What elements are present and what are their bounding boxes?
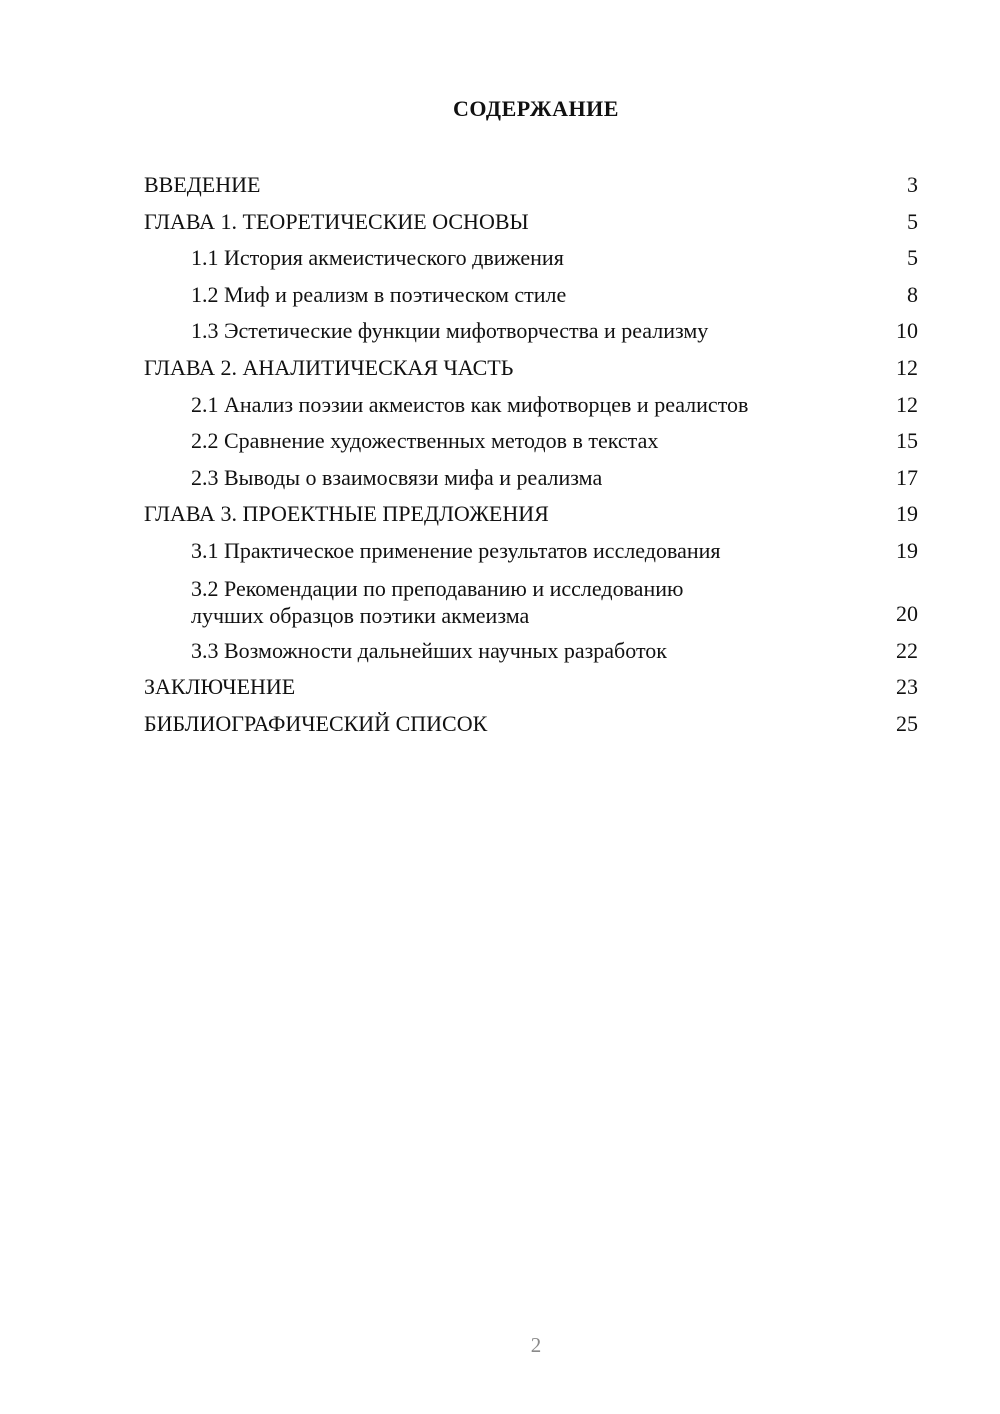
toc-entry-page: 12 (896, 391, 918, 417)
toc-entry-page: 22 (896, 637, 918, 663)
toc-entry-label: ВВЕДЕНИЕ (144, 172, 261, 197)
toc-entry-section-2-2[interactable] (144, 423, 918, 460)
toc-entry-label: 2.3 Выводы о взаимосвязи мифа и реализма (191, 464, 603, 490)
toc-entry-page: 5 (907, 208, 918, 234)
toc-entry-label: 1.3 Эстетические функции мифотворчества и реализму (191, 318, 709, 344)
toc-entry-label: ЗАКЛЮЧЕНИЕ (144, 674, 296, 700)
toc-entry-section-3-1[interactable] (144, 533, 918, 570)
page-number: 2 (530, 1333, 542, 1357)
toc-entry-section-3-3[interactable] (144, 633, 918, 670)
toc-entry-page: 10 (896, 318, 918, 344)
toc-entry-section-1-1[interactable] (144, 240, 918, 277)
toc-entry-chapter-1[interactable] (144, 204, 918, 241)
toc-entry-section-2-3[interactable] (144, 460, 918, 497)
table-of-contents (144, 167, 918, 742)
toc-entry-page: 23 (896, 674, 918, 700)
toc-entry-label: 2.2 Сравнение художественных методов в текстах (191, 428, 659, 454)
toc-entry-page: 25 (896, 710, 918, 736)
toc-entry-page: 3 (907, 172, 918, 197)
toc-entry-section-1-3[interactable] (144, 313, 918, 350)
toc-entry-page: 19 (896, 537, 918, 563)
toc-entry-label: 3.2 Рекомендации по преподаванию и исследованию лучших образцов поэтики акмеизма (191, 575, 684, 628)
toc-entry-page: 19 (896, 501, 918, 527)
toc-entry-label: 3.1 Практическое применение результатов исследования (191, 537, 721, 563)
toc-entry-page: 20 (896, 600, 918, 626)
toc-entry-label: ГЛАВА 1. ТЕОРЕТИЧЕСКИЕ ОСНОВЫ (144, 208, 529, 234)
toc-entry-label: ГЛАВА 3. ПРОЕКТНЫЕ ПРЕДЛОЖЕНИЯ (144, 501, 549, 527)
toc-entry-page: 8 (907, 281, 918, 307)
toc-entry-page: 5 (907, 245, 918, 271)
toc-entry-introduction[interactable] (144, 167, 918, 204)
page-title: СОДЕРЖАНИЕ (453, 96, 619, 121)
toc-entry-page: 12 (896, 354, 918, 380)
toc-entry-bibliography[interactable] (144, 706, 918, 743)
toc-entry-page: 15 (896, 428, 918, 454)
toc-entry-section-2-1[interactable] (144, 387, 918, 424)
toc-entry-page: 17 (896, 464, 918, 490)
toc-entry-label: ГЛАВА 2. АНАЛИТИЧЕСКАЯ ЧАСТЬ (144, 354, 514, 380)
toc-entry-label: 1.2 Миф и реализм в поэтическом стиле (191, 281, 567, 307)
toc-entry-chapter-2[interactable] (144, 350, 918, 387)
toc-entry-section-3-2[interactable] (144, 570, 918, 633)
toc-entry-label: 3.3 Возможности дальнейших научных разработок (191, 637, 667, 663)
toc-entry-label: БИБЛИОГРАФИЧЕСКИЙ СПИСОК (144, 710, 488, 736)
toc-entry-label: 1.1 История акмеистического движения (191, 245, 564, 271)
toc-entry-conclusion[interactable] (144, 669, 918, 706)
toc-entry-chapter-3[interactable] (144, 496, 918, 533)
toc-entry-section-1-2[interactable] (144, 277, 918, 314)
toc-entry-label: 2.1 Анализ поэзии акмеистов как мифотворцев и реалистов (191, 391, 749, 417)
